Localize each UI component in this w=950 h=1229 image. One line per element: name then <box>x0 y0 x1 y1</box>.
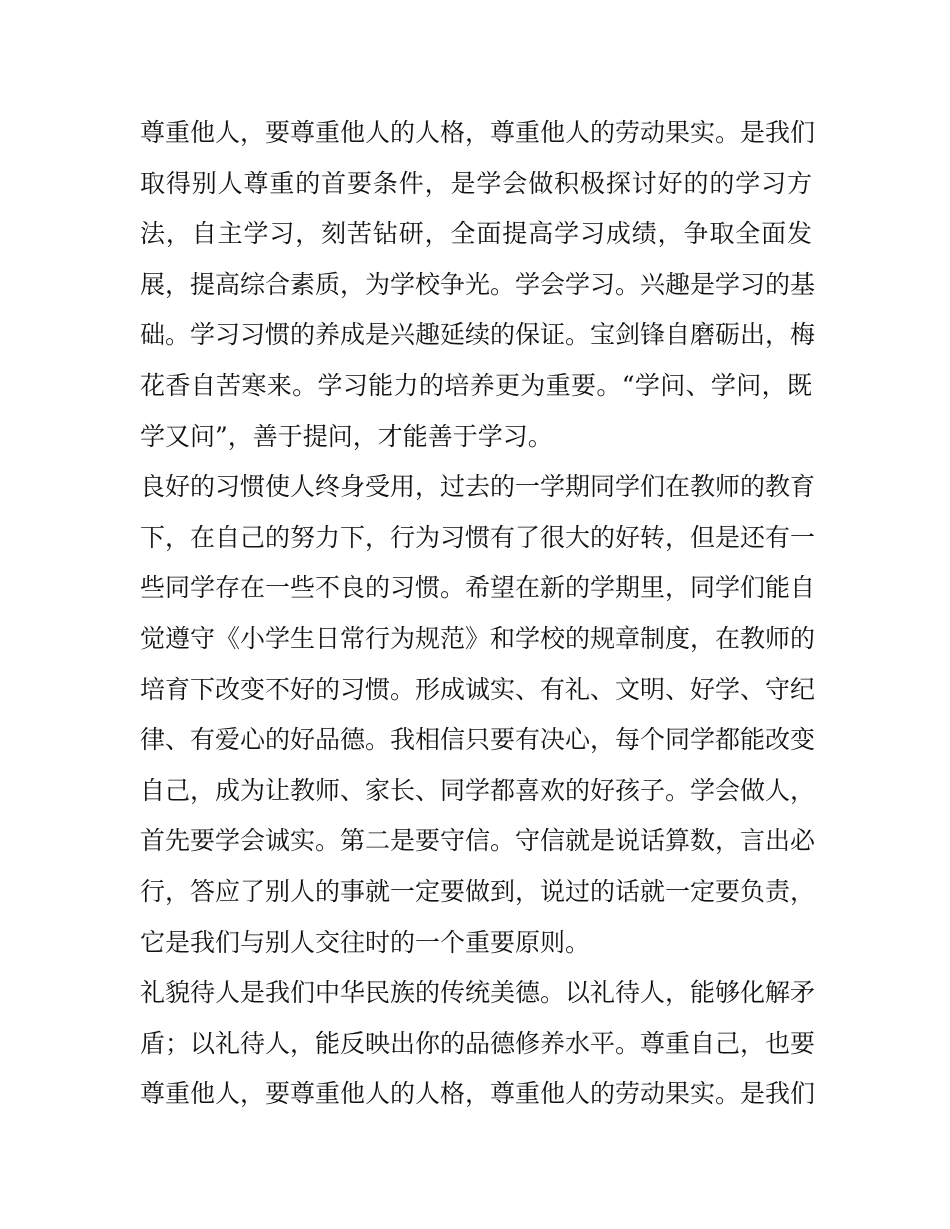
body-text <box>140 108 816 1120</box>
text-line: 下，在自己的努力下，行为习惯有了很大的好转，但是还有一 <box>140 522 816 552</box>
text-line: 花香自苦寒来。学习能力的培养更为重要。“学问、学问，既 <box>140 370 812 400</box>
text-line: 律、有爱心的好品德。我相信只要有决心，每个同学都能改变 <box>140 725 816 755</box>
text-line: 首先要学会诚实。第二是要守信。守信就是说话算数，言出必 <box>140 826 816 856</box>
text-line: 它是我们与别人交往时的一个重要原则。 <box>140 927 591 957</box>
text-line: 础。学习习惯的养成是兴趣延续的保证。宝剑锋自磨砺出，梅 <box>140 320 816 350</box>
text-line: 良好的习惯使人终身受用，过去的一学期同学们在教师的教育 <box>140 472 816 502</box>
text-line: 礼貌待人是我们中华民族的传统美德。以礼待人，能够化解矛 <box>140 978 816 1008</box>
text-line: 行，答应了别人的事就一定要做到，说过的话就一定要负责， <box>140 876 816 906</box>
text-line: 盾；以礼待人，能反映出你的品德修养水平。尊重自己，也要 <box>140 1028 816 1058</box>
text-line: 取得别人尊重的首要条件，是学会做积极探讨好的的学习方 <box>140 168 812 198</box>
text-line: 觉遵守《小学生日常行为规范》和学校的规章制度，在教师的 <box>140 623 816 653</box>
text-line: 自己，成为让教师、家长、同学都喜欢的好孩子。学会做人， <box>140 775 816 805</box>
text-line: 培育下改变不好的习惯。形成诚实、有礼、文明、好学、守纪 <box>140 674 816 704</box>
text-line: 学又问”，善于提问，才能善于学习。 <box>140 421 553 451</box>
text-line: 尊重他人，要尊重他人的人格，尊重他人的劳动果实。是我们 <box>140 118 816 147</box>
text-line: 尊重他人，要尊重他人的人格，尊重他人的劳动果实。是我们 <box>140 1079 816 1109</box>
text-line: 些同学存在一些不良的习惯。希望在新的学期里，同学们能自 <box>140 573 816 603</box>
text-line: 法，自主学习，刻苦钻研，全面提高学习成绩，争取全面发 <box>140 219 812 249</box>
text-line: 展，提高综合素质，为学校争光。学会学习。兴趣是学习的基 <box>140 269 816 299</box>
